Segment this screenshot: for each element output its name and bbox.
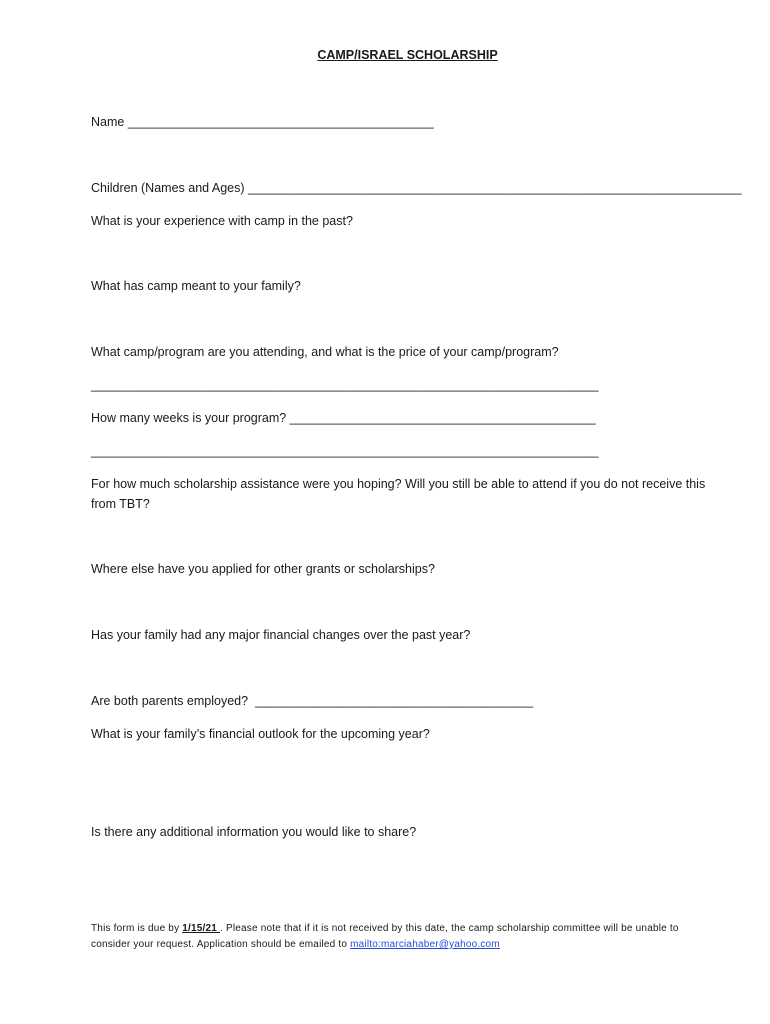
question-program-price: What camp/program are you attending, and what is the price of your camp/program? [91, 345, 559, 359]
question-financial-outlook: What is your family’s financial outlook for the upcoming year? [91, 727, 430, 741]
footer-note [91, 921, 711, 953]
footer-text-after-date: . Please note that if it is not received by this date, the camp scholarship committee will be unable to consider your request. Application should be emailed to [91, 923, 679, 950]
question-program-weeks[interactable]: How many weeks is your program? ____________________________________________ [91, 411, 596, 425]
footer-text-before-date: This form is due by [91, 923, 183, 934]
name-field-line[interactable]: Name ____________________________________________ [91, 115, 434, 129]
due-date: 1/15/21 [182, 923, 221, 934]
email-link[interactable]: mailto:marciahaber@yahoo.com [350, 939, 500, 950]
question-camp-experience: What is your experience with camp in the past? [91, 214, 353, 228]
answer-blank-line[interactable]: _________________________________________________________________________ [91, 378, 599, 392]
question-other-grants: Where else have you applied for other grants or scholarships? [91, 562, 435, 576]
question-scholarship-assistance: For how much scholarship assistance were you hoping? Will you still be able to attend if you do not receive this from TBT? [91, 477, 706, 511]
question-parents-employed[interactable]: Are both parents employed? ________________________________________ [91, 694, 534, 708]
form-title: CAMP/ISRAEL SCHOLARSHIP [317, 48, 498, 62]
children-field-line[interactable]: Children (Names and Ages) _______________________________________________________________________ [91, 181, 742, 195]
answer-blank-line[interactable]: _________________________________________________________________________ [91, 444, 599, 458]
question-camp-meaning: What has camp meant to your family? [91, 279, 301, 293]
question-additional-info: Is there any additional information you would like to share? [91, 825, 417, 839]
question-financial-changes: Has your family had any major financial changes over the past year? [91, 628, 471, 642]
